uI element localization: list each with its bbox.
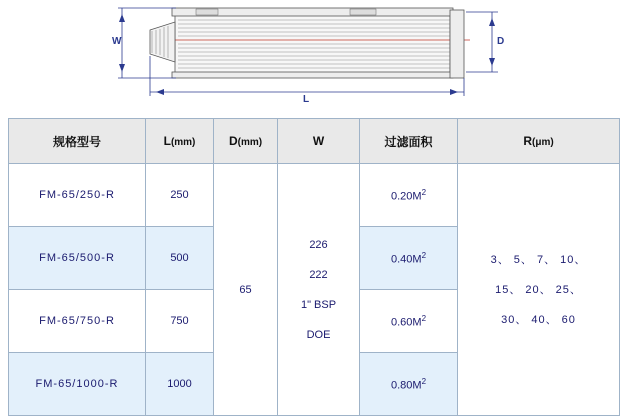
header-filter-area-main: 过滤面积 (384, 134, 433, 149)
w-value-0: 226 (309, 238, 328, 251)
spec-table (8, 118, 620, 416)
dimension-label-l: L (303, 94, 310, 105)
technical-drawing (0, 0, 627, 112)
header-diameter (214, 119, 278, 164)
header-length (146, 119, 214, 164)
cell-model: FM-65/500-R (9, 227, 146, 290)
cell-length: 500 (146, 227, 214, 290)
rating-value-1: 15、 20、 25、 (495, 283, 582, 296)
header-rating-sub: (μm) (532, 137, 554, 148)
header-rating (458, 119, 620, 164)
cell-length: 750 (146, 290, 214, 353)
w-value-3: DOE (306, 328, 331, 341)
filter-area-unit: M (412, 190, 422, 203)
cell-length: 250 (146, 164, 214, 227)
header-rating-main: R (523, 134, 532, 148)
filter-area-exp: 2 (421, 187, 427, 197)
cell-rating-values (458, 164, 620, 416)
filter-area-value: 0.40 (390, 253, 413, 266)
filter-area-unit: M (412, 253, 422, 266)
cell-model: FM-65/750-R (9, 290, 146, 353)
filter-area-value: 0.80 (390, 379, 413, 392)
rating-value-2: 30、 40、 60 (501, 313, 576, 326)
dimension-label-d: D (497, 36, 505, 47)
spec-table-wrap (8, 118, 619, 416)
drawing-body (150, 8, 470, 78)
header-diameter-main: D (228, 134, 238, 148)
cell-w-values (278, 164, 360, 416)
w-value-2: 1" BSP (300, 298, 337, 311)
dimension-label-w: W (112, 36, 122, 47)
header-length-main: L (163, 134, 171, 148)
table-row (9, 164, 620, 227)
header-model (9, 119, 146, 164)
filter-area-value: 0.20 (390, 190, 413, 203)
cell-filter-area (360, 164, 458, 227)
filter-area-value: 0.60 (390, 316, 413, 329)
cell-filter-area (360, 227, 458, 290)
table-header-row (9, 119, 620, 164)
filter-area-exp: 2 (421, 313, 427, 323)
filter-area-exp: 2 (421, 376, 427, 386)
cell-model: FM-65/250-R (9, 164, 146, 227)
header-filter-area (360, 119, 458, 164)
header-w (278, 119, 360, 164)
header-length-sub: (mm) (170, 137, 196, 148)
w-value-1: 222 (309, 268, 328, 281)
rating-value-0: 3、 5、 7、 10、 (490, 253, 587, 266)
cell-filter-area (360, 290, 458, 353)
cell-model: FM-65/1000-R (9, 353, 146, 416)
cell-length: 1000 (146, 353, 214, 416)
filter-area-exp: 2 (421, 250, 427, 260)
cell-filter-area (360, 353, 458, 416)
filter-area-unit: M (412, 316, 422, 329)
filter-area-unit: M (412, 379, 422, 392)
header-diameter-sub: (mm) (237, 137, 263, 148)
cell-diameter: 65 (214, 164, 278, 416)
header-model-main: 规格型号 (52, 134, 101, 149)
header-w-main: W (312, 134, 325, 148)
